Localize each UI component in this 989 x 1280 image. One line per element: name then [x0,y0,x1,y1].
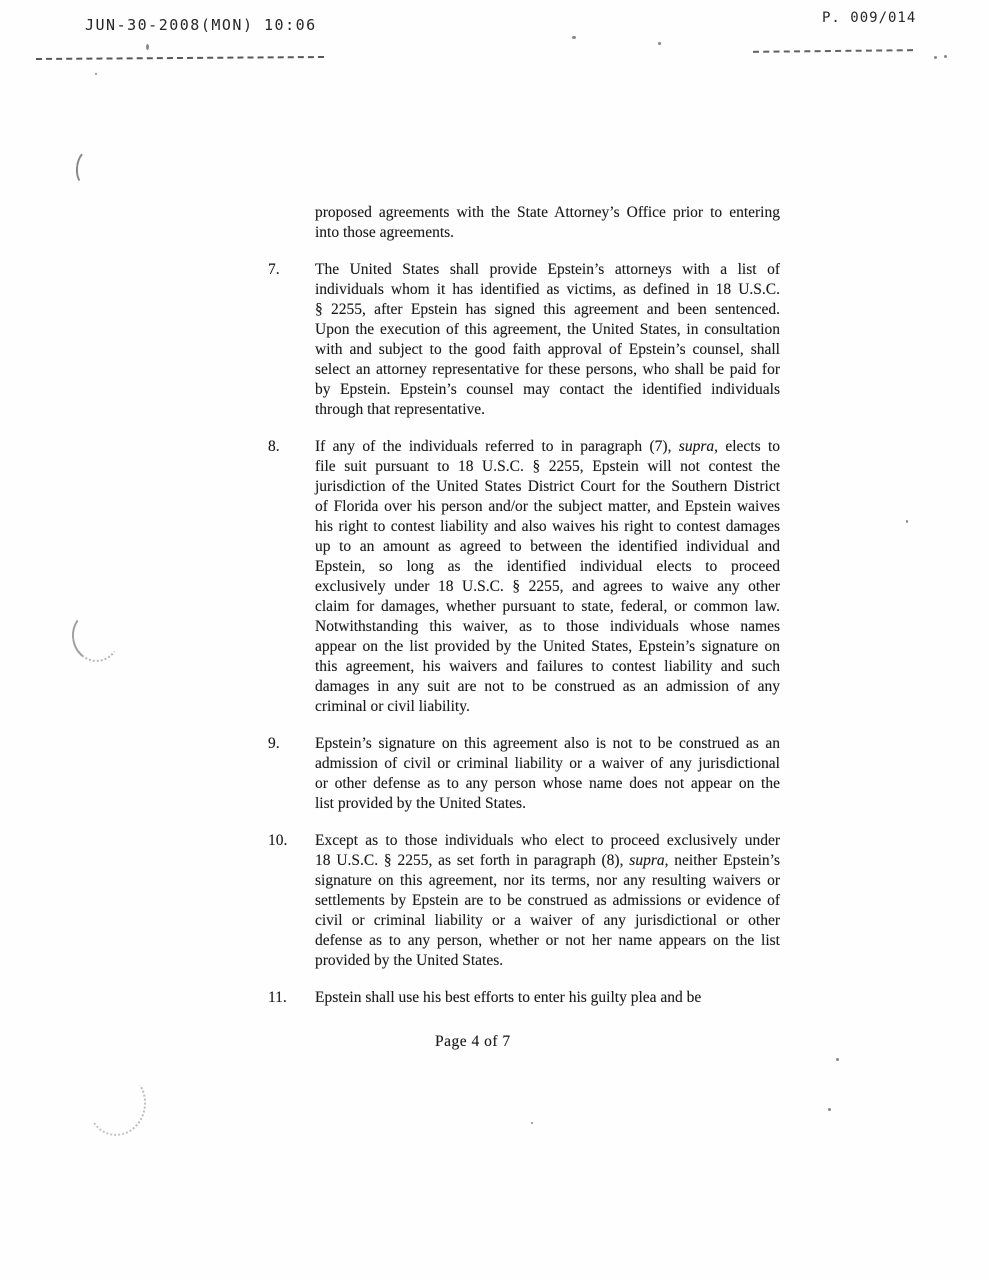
fax-separator-line-left [36,56,324,60]
paragraph-line: Epstein’s signature on this agreement also is not to be construed as an [315,735,780,752]
paragraph-line: this agreement, his waivers and failures to contest liability and such [315,658,780,675]
paragraph-line: criminal or civil liability. [315,698,470,715]
scan-speck [836,1058,839,1061]
paragraph-number: 11. [268,989,287,1006]
paragraph-text [315,260,780,420]
paragraph [268,831,780,971]
paragraph-list [268,203,780,1025]
paragraph-number: 10. [268,832,288,849]
paragraph [268,734,780,814]
paragraph-line: through that representative. [315,401,486,418]
paragraph-line: provided by the United States. [315,952,504,969]
paragraph-text [315,437,780,717]
scan-speck [146,44,149,50]
scan-speck [531,1122,533,1124]
paragraph-text [315,203,780,243]
scan-speck [658,42,661,45]
paragraph-line: claim for damages, whether pursuant to state, federal, or common law. [315,598,780,615]
paragraph-line: into those agreements. [315,224,455,241]
scan-artifact-arc [69,607,124,665]
paragraph-line: appear on the list provided by the United States, Epstein’s signature on [315,638,780,655]
paragraph-line: up to an amount as agreed to between the identified individual and [315,538,780,555]
paragraph-line: select an attorney representative for these persons, who shall be paid for [315,361,780,378]
fax-page-counter: P. 009/014 [822,10,917,26]
scan-speck [906,520,908,523]
paragraph-line: individuals whom it has identified as victims, as defined in 18 U.S.C. [315,281,780,298]
scan-artifact-arc [83,1067,151,1140]
scan-speck [934,56,937,59]
paragraph-line: exclusively under 18 U.S.C. § 2255, and agrees to waive any other [315,578,780,595]
fax-datetime-stamp: JUN-30-2008(MON) 10:06 [85,16,317,34]
paragraph-text [315,988,780,1008]
paragraph [268,260,780,420]
paragraph-line: admission of civil or criminal liability or a waiver of any jurisdictional [315,755,780,772]
paragraph-line: settlements by Epstein are to be construed as admissions or evidence of [315,892,780,909]
scan-speck [944,55,947,58]
scan-artifact-arc [74,149,100,187]
paragraph-text [315,831,780,971]
paragraph-line: with and subject to the good faith approval of Epstein’s counsel, shall [315,341,780,358]
scan-speck [95,73,97,75]
paragraph-line: or other defense as to any person whose name does not appear on the [315,775,780,792]
paragraph-line: defense as to any person, whether or not her name appears on the list [315,932,780,949]
paragraph-line: his right to contest liability and also waives his right to contest damages [315,518,780,535]
paragraph-line: § 2255, after Epstein has signed this agreement and been sentenced. [315,301,780,318]
paragraph-number: 7. [268,261,280,278]
paragraph [268,988,780,1008]
scan-speck [572,36,576,39]
paragraph-line: by Epstein. Epstein’s counsel may contact the identified individuals [315,381,780,398]
paragraph-line: Epstein, so long as the identified individual elects to proceed [315,558,780,575]
scan-speck [828,1108,831,1111]
paragraph [268,437,780,717]
paragraph-line: Notwithstanding this waiver, as to those individuals whose names [315,618,780,635]
paragraph-line: signature on this agreement, nor its terms, nor any resulting waivers or [315,872,780,889]
paragraph-line: damages in any suit are not to be construed as an admission of any [315,678,780,695]
paragraph-number: 8. [268,438,280,455]
paragraph-line: jurisdiction of the United States District Court for the Southern District [315,478,780,495]
paragraph-line: civil or criminal liability or a waiver of any jurisdictional or other [315,912,780,929]
paragraph-line: Upon the execution of this agreement, the United States, in consultation [315,321,780,338]
paragraph-line: 18 U.S.C. § 2255, as set forth in paragraph (8), supra, neither Epstein’s [315,852,780,869]
fax-separator-line-right [753,49,913,53]
paragraph [268,203,780,243]
paragraph-number [268,203,315,243]
paragraph-line: file suit pursuant to 18 U.S.C. § 2255, Epstein will not contest the [315,458,780,475]
paragraph-number: 9. [268,735,280,752]
paragraph-line: list provided by the United States. [315,795,526,812]
paragraph-line: If any of the individuals referred to in paragraph (7), supra, elects to [315,438,780,455]
page-number-footer: Page 4 of 7 [435,1033,511,1050]
paragraph-text [315,734,780,814]
paragraph-line: of Florida over his person and/or the subject matter, and Epstein waives [315,498,780,515]
paragraph-line: Except as to those individuals who elect to proceed exclusively under [315,832,780,849]
paragraph-line: Epstein shall use his best efforts to enter his guilty plea and be [315,989,702,1006]
paragraph-line: proposed agreements with the State Attorney’s Office prior to entering [315,204,780,221]
paragraph-line: The United States shall provide Epstein’s attorneys with a list of [315,261,780,278]
